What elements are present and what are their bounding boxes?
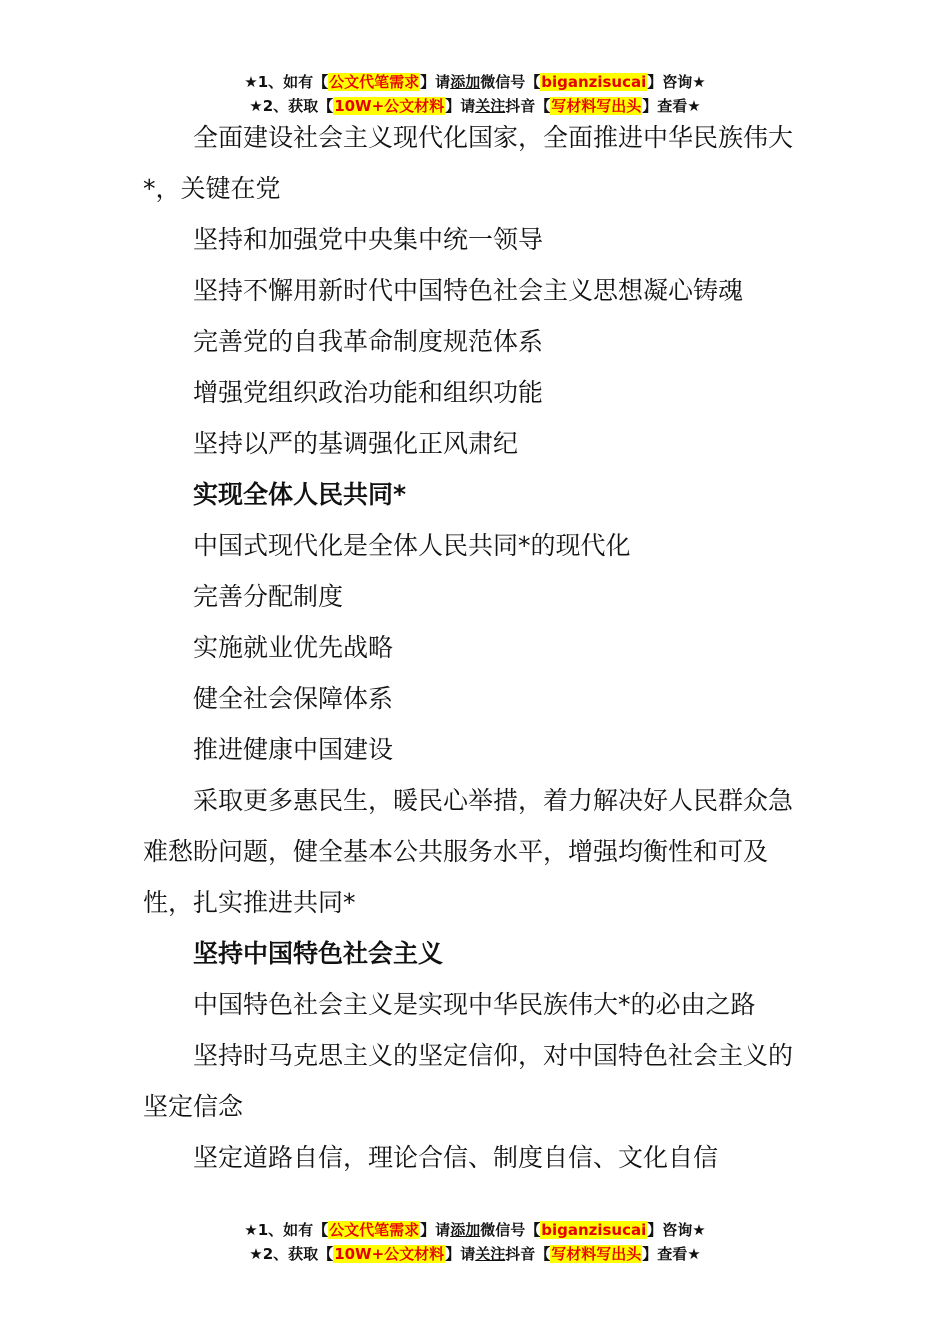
notice-line-2	[0, 1242, 950, 1266]
notice-text: 微信号【	[480, 73, 541, 91]
paragraph: 采取更多惠民生，暖民心举措，着力解决好人民群众急难愁盼问题，健全基本公共服务水平，增强均衡性和可及性，扎实推进共同*	[143, 786, 794, 917]
notice-text: ★2、获取【	[249, 1245, 334, 1263]
notice-line-1	[0, 70, 950, 94]
paragraph: 实施就业优先战略	[193, 633, 394, 662]
paragraph: 中国特色社会主义是实现中华民族伟大*的必由之路	[193, 990, 756, 1019]
notice-text: 】查看★	[642, 97, 701, 115]
paragraph: 完善分配制度	[193, 582, 344, 611]
paragraph: 坚定道路自信，理论合信、制度自信、文化自信	[193, 1143, 719, 1172]
paragraph: 健全社会保障体系	[193, 684, 394, 713]
paragraph: 坚持以严的基调强化正风肃纪	[193, 429, 519, 458]
notice-highlight: 写材料写出头	[551, 97, 642, 115]
paragraph: 坚持时马克思主义的坚定信仰，对中国特色社会主义的坚定信念	[143, 1041, 794, 1121]
notice-text: 】请	[445, 97, 476, 115]
header-notice	[0, 70, 950, 118]
notice-text: 抖音【	[505, 97, 551, 115]
notice-underlined: 添加	[450, 1221, 481, 1239]
section-heading: 实现全体人民共同*	[193, 480, 407, 509]
section-heading: 坚持中国特色社会主义	[193, 939, 444, 968]
notice-text: 】查看★	[642, 1245, 701, 1263]
paragraph: 中国式现代化是全体人民共同*的现代化	[193, 531, 631, 560]
notice-text: 】咨询★	[647, 1221, 706, 1239]
notice-text: 】请	[445, 1245, 476, 1263]
notice-highlight: biganzisucai	[541, 1221, 647, 1239]
paragraph: 增强党组织政治功能和组织功能	[193, 378, 544, 407]
notice-underlined: 添加	[450, 73, 481, 91]
paragraph: 推进健康中国建设	[193, 735, 394, 764]
notice-line-1	[0, 1218, 950, 1242]
notice-highlight: 公文代笔需求	[329, 73, 420, 91]
notice-highlight: biganzisucai	[541, 73, 647, 91]
paragraph: 坚持和加强党中央集中统一领导	[193, 225, 544, 254]
notice-underlined: 关注	[475, 97, 506, 115]
paragraph: 完善党的自我革命制度规范体系	[193, 327, 544, 356]
footer-notice	[0, 1218, 950, 1266]
paragraph: 坚持不懈用新时代中国特色社会主义思想凝心铸魂	[193, 276, 744, 305]
notice-underlined: 关注	[475, 1245, 506, 1263]
document-body	[143, 112, 813, 1183]
notice-highlight: 公文代笔需求	[329, 1221, 420, 1239]
notice-text: ★1、如有【	[244, 73, 329, 91]
notice-text: ★2、获取【	[249, 97, 334, 115]
notice-text: ★1、如有【	[244, 1221, 329, 1239]
notice-text: 】请	[420, 73, 451, 91]
notice-text: 】请	[420, 1221, 451, 1239]
notice-highlight: 10W+公文材料	[334, 97, 445, 115]
notice-text: 】咨询★	[647, 73, 706, 91]
notice-text: 抖音【	[505, 1245, 551, 1263]
notice-highlight: 写材料写出头	[551, 1245, 642, 1263]
notice-highlight: 10W+公文材料	[334, 1245, 445, 1263]
notice-text: 微信号【	[480, 1221, 541, 1239]
paragraph: 全面建设社会主义现代化国家，全面推进中华民族伟大*，关键在党	[143, 123, 794, 203]
